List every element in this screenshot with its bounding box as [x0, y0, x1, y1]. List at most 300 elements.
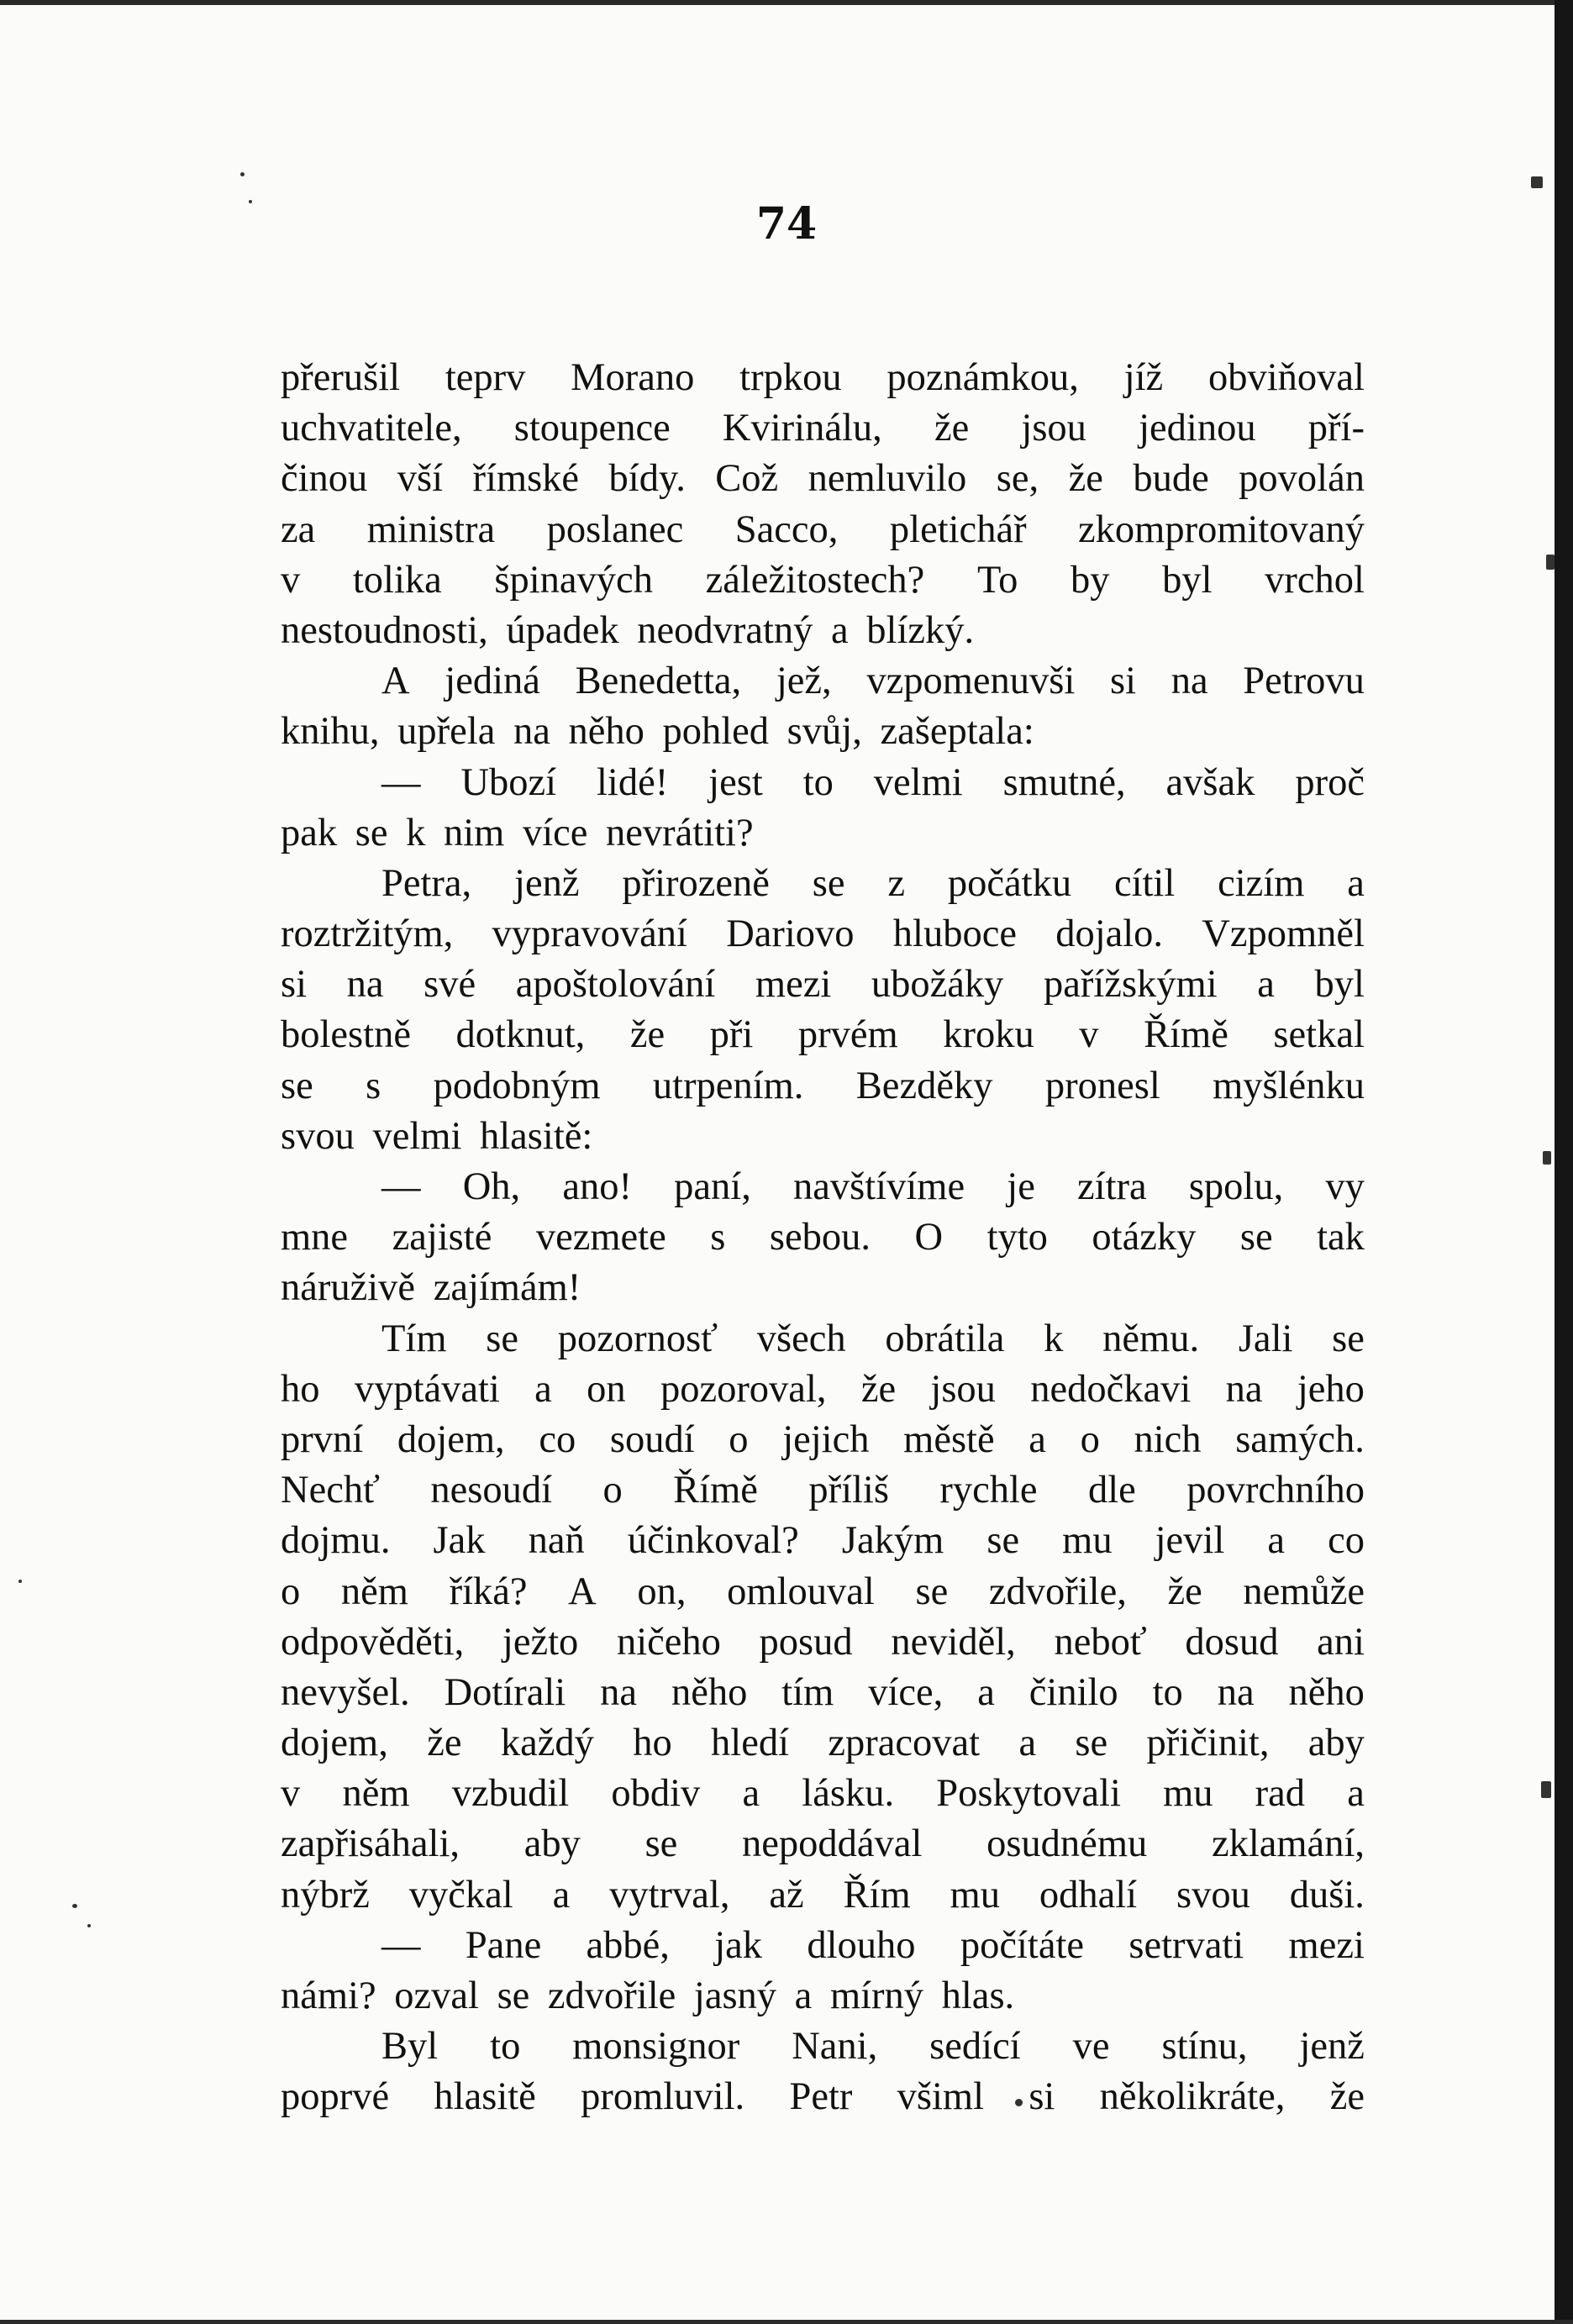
word: a [1028, 1417, 1046, 1461]
word: Řím [843, 1873, 911, 1917]
word: povrchního [1186, 1469, 1365, 1512]
word: účinkoval? [627, 1519, 799, 1563]
text-line [281, 1769, 1365, 1819]
word: každý [500, 1722, 594, 1765]
word: pří- [1307, 407, 1365, 450]
word: nich [1134, 1417, 1202, 1461]
text-line [281, 2022, 1365, 2072]
word: zpracovat [828, 1722, 981, 1765]
word: hluboce [892, 912, 1017, 956]
word: promluvil. [581, 2075, 745, 2119]
word: nevyšel. [281, 1670, 410, 1714]
word: utrpením. [652, 1064, 804, 1107]
word: více, [868, 1670, 944, 1714]
word: sedící [929, 2025, 1021, 2069]
word: Oh, [462, 1165, 521, 1208]
word: Pane [465, 1923, 542, 1967]
scan-speck [240, 172, 245, 176]
word: cizím [1218, 861, 1305, 905]
word: tyto [986, 1216, 1048, 1259]
word: z [887, 861, 906, 905]
word: na [600, 1670, 638, 1714]
word: ministra [366, 507, 496, 551]
text-line [281, 859, 1365, 909]
text-line [281, 1314, 1365, 1364]
word: jeho [1297, 1367, 1365, 1411]
word: činou [281, 457, 368, 501]
word: co [539, 1417, 576, 1461]
word: Ubozí [460, 760, 557, 804]
word: by [1071, 558, 1110, 602]
word: se [1332, 1317, 1365, 1360]
word: ve [1072, 2025, 1110, 2069]
scan-bottom-edge [0, 2320, 1573, 2324]
word: jsou [1021, 407, 1086, 450]
word: poprvé [281, 2075, 390, 2119]
word: že [934, 407, 970, 450]
word: na [1225, 1367, 1263, 1411]
word: něho [1288, 1670, 1365, 1714]
word: naň [528, 1519, 585, 1563]
text-line [281, 454, 1365, 504]
word: zítra [1077, 1165, 1147, 1208]
text-line [281, 403, 1365, 454]
word: si [1110, 660, 1137, 703]
scan-top-edge [0, 0, 1573, 5]
word: je [1007, 1165, 1035, 1208]
word: Dotírali [444, 1670, 566, 1714]
word: městě [903, 1417, 995, 1461]
word: poznámkou, [886, 356, 1079, 399]
word: špinavých [494, 558, 653, 602]
word: v [281, 1772, 301, 1816]
word: jest [708, 760, 763, 804]
word: a [1347, 861, 1365, 905]
word: vy [1325, 1165, 1365, 1208]
word: povolán [1239, 457, 1365, 501]
word: říká? [449, 1569, 528, 1613]
word: a [1267, 1519, 1285, 1563]
word: vrchol [1265, 558, 1365, 602]
word: avšak [1165, 760, 1255, 804]
word: byl [1162, 558, 1213, 602]
word: a [977, 1670, 995, 1714]
word: — [381, 1165, 421, 1208]
word: Petrovu [1243, 660, 1365, 703]
word: Kvirinálu, [722, 407, 882, 450]
word: neboť [1054, 1620, 1147, 1664]
word: že [1329, 2075, 1365, 2119]
text-line [281, 1212, 1365, 1263]
word: A [381, 660, 410, 703]
word: navštívíme [793, 1165, 965, 1208]
word: o [602, 1469, 623, 1512]
word: mu [1163, 1772, 1213, 1816]
word: se [1239, 1216, 1273, 1259]
word: Vzpomněl [1202, 912, 1365, 956]
text-line: pak se k nim více nevrátiti? [281, 811, 754, 854]
word: mezi [755, 963, 832, 1007]
word: na [346, 963, 384, 1007]
word: nedočkavi [1030, 1367, 1192, 1411]
text-line [281, 656, 1365, 707]
text-line: knihu, upřela na něho pohled svůj, zašeptala: [281, 710, 1034, 754]
word: bolestně [281, 1013, 411, 1057]
text-line [281, 1465, 1365, 1516]
word: na [1217, 1670, 1255, 1714]
scan-speck [1531, 176, 1543, 188]
scan-speck [18, 1580, 22, 1583]
word: roztržitým, [281, 912, 454, 956]
word: paní, [674, 1165, 751, 1208]
text-line: náruživě zajímám! [281, 1266, 581, 1310]
word: Benedetta, [575, 660, 742, 703]
word: byl [1314, 963, 1365, 1007]
word: nesoudí [430, 1469, 553, 1512]
scan-right-edge [1555, 0, 1573, 2324]
text-line [281, 1162, 1365, 1212]
word: jak [714, 1923, 763, 1967]
word: něm [340, 1569, 408, 1613]
word: Římě [1144, 1013, 1228, 1057]
word: prvém [797, 1013, 898, 1057]
word: Jak [433, 1519, 486, 1563]
word: on [587, 1367, 626, 1411]
word: myšlénku [1213, 1064, 1365, 1107]
word: až [769, 1873, 804, 1917]
word: jedinou [1139, 407, 1256, 450]
word: Dariovo [726, 912, 855, 956]
word: něm [342, 1772, 410, 1816]
word: Byl [381, 2025, 439, 2069]
word: o [281, 1569, 301, 1613]
word: odpověděti, [281, 1620, 465, 1664]
word: otázky [1092, 1216, 1197, 1259]
word: Bezděky [855, 1064, 993, 1107]
word: si [1028, 2075, 1055, 2119]
word: zajisté [392, 1216, 492, 1259]
scan-speck [1543, 1151, 1551, 1165]
text-line [281, 1061, 1365, 1112]
word: neviděl, [891, 1620, 1016, 1664]
word: obrátila [885, 1317, 1005, 1360]
word: pařížskými [1044, 963, 1218, 1007]
word: To [976, 558, 1018, 602]
word: to [1152, 1670, 1183, 1714]
word: jíž [1123, 356, 1164, 399]
text-line [281, 1364, 1365, 1415]
word: zdvořile, [988, 1569, 1127, 1613]
text-line [281, 1819, 1365, 1869]
word: osudnému [986, 1822, 1148, 1866]
word: duši. [1289, 1873, 1365, 1917]
word: Římě [673, 1469, 758, 1512]
word: obdiv [611, 1772, 701, 1816]
word: — [381, 1923, 421, 1967]
word: samých. [1235, 1417, 1365, 1461]
text-line [281, 2072, 1365, 2122]
word: na [1171, 660, 1208, 703]
word: všiml [897, 2075, 985, 2119]
word: vypravování [492, 912, 687, 956]
text-line [281, 758, 1365, 808]
word: tak [1317, 1216, 1365, 1259]
word: že [860, 1367, 897, 1411]
scan-speck [1541, 1781, 1551, 1798]
word: tím [781, 1670, 834, 1714]
word: obviňoval [1207, 356, 1365, 399]
word: se [1075, 1722, 1108, 1765]
word: uchvatitele, [281, 407, 462, 450]
word: cítil [1113, 861, 1176, 905]
word: a [742, 1772, 760, 1816]
word: dojem, [397, 1417, 505, 1461]
word: kroku [943, 1013, 1034, 1057]
word: vytrval, [609, 1873, 730, 1917]
word: aby [1307, 1722, 1365, 1765]
word: vyčkal [408, 1873, 513, 1917]
word: apoštolování [515, 963, 716, 1007]
word: vzbudil [451, 1772, 570, 1816]
word: Jakým [841, 1519, 944, 1563]
word: dlouho [807, 1923, 916, 1967]
word: aby [523, 1822, 581, 1866]
word: rychle [939, 1469, 1038, 1512]
word: že [1167, 1569, 1202, 1613]
word: bude [1133, 457, 1209, 501]
word: vzpomenuvši [866, 660, 1076, 703]
word: že [427, 1722, 462, 1765]
word: své [424, 963, 476, 1007]
word: Morano [571, 356, 695, 399]
word: příliš [808, 1469, 889, 1512]
word: všech [756, 1317, 846, 1360]
word: jevil [1155, 1519, 1225, 1563]
text-line [281, 909, 1365, 960]
word: smutné, [1002, 760, 1126, 804]
word: za [281, 507, 316, 551]
word: několikráte, [1099, 2075, 1286, 2119]
word: to [490, 2025, 521, 2069]
text-line [281, 353, 1365, 403]
text-line [281, 1516, 1365, 1566]
word: němu. [1102, 1317, 1200, 1360]
word: Petra, [381, 861, 472, 905]
word: odhalí [1039, 1873, 1138, 1917]
word: podobným [433, 1064, 601, 1107]
word: svou [1176, 1873, 1250, 1917]
word: mne [281, 1216, 349, 1259]
word: soudí [609, 1417, 695, 1461]
text-line [281, 1718, 1365, 1769]
scan-speck [72, 1904, 77, 1908]
word: dosud [1185, 1620, 1279, 1664]
word: nepoddával [742, 1822, 923, 1866]
word: abbé, [586, 1923, 670, 1967]
text-line [281, 1668, 1365, 1718]
text-line [281, 505, 1365, 555]
word: ho [281, 1367, 320, 1411]
word: v [281, 558, 301, 602]
word: že [1068, 457, 1103, 501]
word: Petr [789, 2075, 853, 2119]
word: Jali [1238, 1317, 1293, 1360]
word: záležitostech? [705, 558, 925, 602]
word: co [1328, 1519, 1365, 1563]
word: mu [1062, 1519, 1113, 1563]
word: dojmu. [281, 1519, 391, 1563]
word: si [281, 963, 308, 1007]
word: mezi [1288, 1923, 1365, 1967]
word: omlouval [727, 1569, 875, 1613]
word: přerušil [281, 356, 401, 399]
word: O [914, 1216, 944, 1259]
word: pozoroval, [660, 1367, 827, 1411]
word: A [568, 1569, 597, 1613]
word: Sacco, [734, 507, 839, 551]
word: dojem, [281, 1722, 388, 1765]
word: stoupence [513, 407, 671, 450]
word: jež, [776, 660, 832, 703]
word: zklamání, [1211, 1822, 1365, 1866]
word: teprv [445, 356, 526, 399]
text-line: nestoudnosti, úpadek neodvratný a blízký. [281, 608, 975, 652]
page-number: 74 [755, 198, 818, 250]
word: trpkou [739, 356, 842, 399]
word: jejich [782, 1417, 870, 1461]
word: lásku. [802, 1772, 895, 1816]
word: Poskytovali [936, 1772, 1121, 1816]
word: hlasitě [434, 2075, 536, 2119]
word: vezmete [535, 1216, 666, 1259]
word: hledí [711, 1722, 790, 1765]
word: Tím [381, 1317, 447, 1360]
word: o [1080, 1417, 1100, 1461]
scan-speck [1015, 2099, 1023, 2106]
word: se [812, 861, 845, 905]
word: bídy. [608, 457, 686, 501]
body-text [281, 353, 1365, 2123]
text-line [281, 1921, 1365, 1971]
word: přičinit, [1146, 1722, 1270, 1765]
word: a [534, 1367, 552, 1411]
word: setrvati [1128, 1923, 1244, 1967]
scan-speck [87, 1924, 91, 1927]
scan-speck [1546, 555, 1555, 570]
word: dle [1087, 1469, 1136, 1512]
word: to [802, 760, 834, 804]
word: spolu, [1188, 1165, 1284, 1208]
word: ničeho [616, 1620, 721, 1664]
word: jsou [930, 1367, 996, 1411]
word: tolika [352, 558, 442, 602]
word: a [1257, 963, 1275, 1007]
word: se [281, 1064, 313, 1107]
word: s [366, 1064, 381, 1107]
word: nýbrž [281, 1873, 370, 1917]
word: rad [1255, 1772, 1306, 1816]
text-line [281, 1567, 1365, 1617]
text-line [281, 960, 1365, 1010]
word: jenž [1299, 2025, 1365, 2069]
word: poslanec [546, 507, 684, 551]
text-line [281, 1010, 1365, 1060]
word: ani [1317, 1620, 1365, 1664]
word: se, [996, 457, 1039, 501]
scan-speck [249, 200, 252, 203]
word: jediná [445, 660, 540, 703]
text-line: námi? ozval se zdvořile jasný a mírný hlas. [281, 1974, 1015, 2017]
word: posud [759, 1620, 853, 1664]
word: o [729, 1417, 749, 1461]
word: vyptávati [354, 1367, 500, 1411]
word: lidé! [597, 760, 669, 804]
word: Což [715, 457, 779, 501]
word: monsignor [572, 2025, 740, 2069]
word: nemluvilo [808, 457, 967, 501]
text-line [281, 1617, 1365, 1668]
word: dotknut, [455, 1013, 586, 1057]
word: ježto [502, 1620, 579, 1664]
word: — [381, 760, 421, 804]
word: přirozeně [622, 861, 770, 905]
word: zapřisáhali, [281, 1822, 460, 1866]
word: se [644, 1822, 678, 1866]
word: první [281, 1417, 364, 1461]
word: se [486, 1317, 518, 1360]
word: něho [671, 1670, 748, 1714]
word: velmi [873, 760, 963, 804]
word: a [1347, 1772, 1365, 1816]
word: Nechť [281, 1469, 380, 1512]
word: nemůže [1243, 1569, 1365, 1613]
word: pozornosť [557, 1317, 718, 1360]
word: proč [1295, 760, 1365, 804]
word: a [1018, 1722, 1037, 1765]
word: Nani, [792, 2025, 878, 2069]
word: sebou. [769, 1216, 871, 1259]
word: v [1079, 1013, 1099, 1057]
word: on, [637, 1569, 687, 1613]
word: a [552, 1873, 571, 1917]
word: stínu, [1161, 2025, 1248, 2069]
word: pletichář [889, 507, 1027, 551]
word: setkal [1273, 1013, 1365, 1057]
word: se [986, 1519, 1020, 1563]
word: mu [950, 1873, 1000, 1917]
text-line [281, 555, 1365, 606]
word: při [709, 1013, 754, 1057]
word: vší [397, 457, 444, 501]
word: zkompromitovaný [1078, 507, 1365, 551]
text-line [281, 1870, 1365, 1921]
word: k [1044, 1317, 1064, 1360]
word: činilo [1028, 1670, 1118, 1714]
word: ano! [562, 1165, 632, 1208]
word: že [629, 1013, 666, 1057]
text-line [281, 1415, 1365, 1465]
word: ubožáky [871, 963, 1004, 1007]
word: počátku [947, 861, 1072, 905]
word: pronesl [1044, 1064, 1160, 1107]
word: římské [472, 457, 580, 501]
word: počítáte [960, 1923, 1085, 1967]
word: dojalo. [1055, 912, 1164, 956]
word: ho [633, 1722, 672, 1765]
word: se [915, 1569, 949, 1613]
word: s [710, 1216, 726, 1259]
text-line: svou velmi hlasitě: [281, 1114, 593, 1158]
